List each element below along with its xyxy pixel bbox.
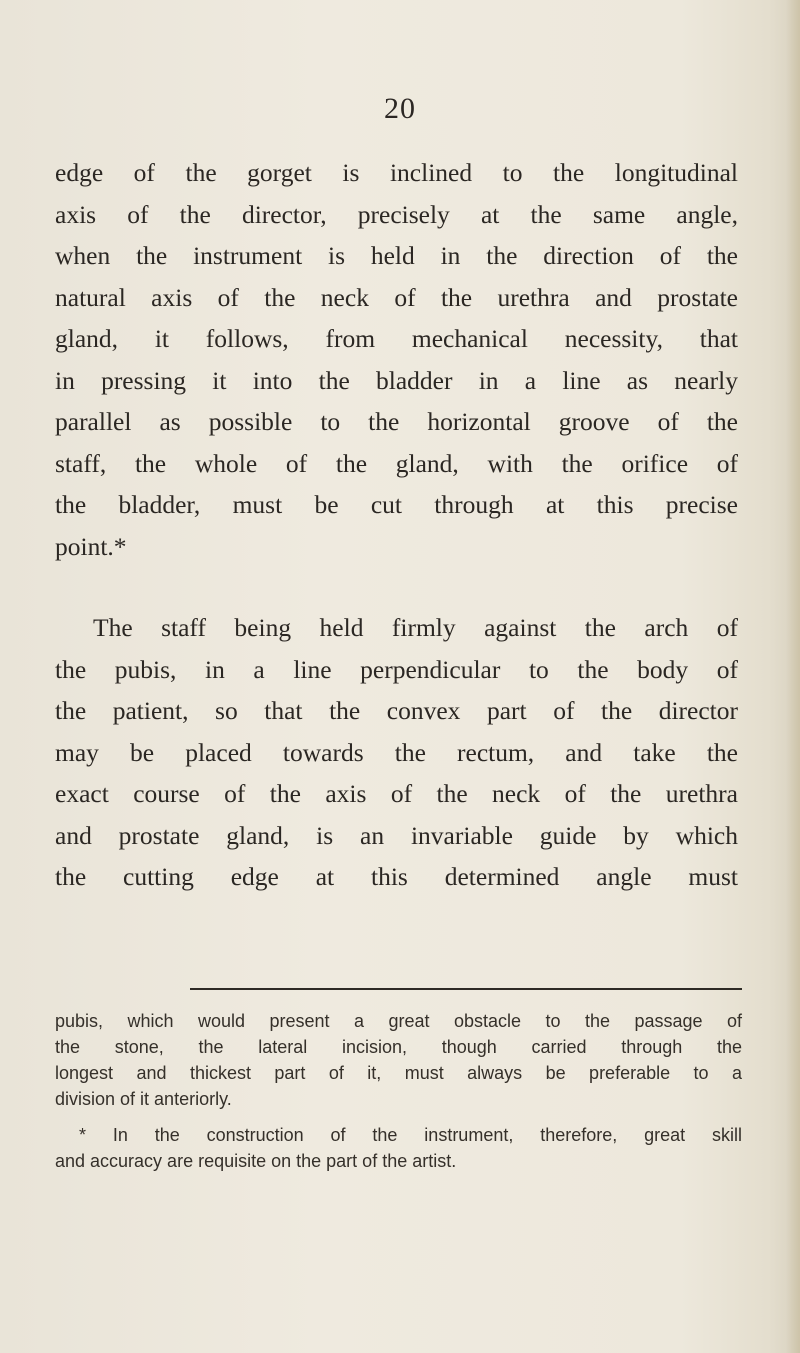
- paragraph-1: [55, 152, 738, 567]
- body-text: [55, 152, 738, 898]
- page-edge-shadow: [786, 0, 800, 1353]
- text-line: the patient, so that the convex part of the director: [55, 696, 738, 725]
- text-line: may be placed towards the rectum, and take the: [55, 737, 738, 767]
- footnotes: [55, 1008, 742, 1174]
- paragraph-2: [55, 607, 738, 898]
- text-line: the bladder, must be cut through at this precise: [55, 490, 738, 519]
- text-line: the cutting edge at this determined angle must: [55, 862, 738, 891]
- text-line: in pressing it into the bladder in a line as nearly: [55, 365, 738, 395]
- text-line: point.*: [55, 531, 127, 561]
- footnote-line: * In the construction of the instrument, therefore, great skill: [79, 1125, 742, 1145]
- footnote-line: division of it anteriorly.: [55, 1089, 232, 1109]
- text-line: when the instrument is held in the direction of the: [55, 241, 738, 270]
- footnote-asterisk: [55, 1122, 742, 1174]
- text-line: gland, it follows, from mechanical necessity, that: [55, 324, 738, 353]
- paragraph-break: [55, 567, 738, 607]
- footnote-continued: [55, 1008, 742, 1112]
- footnote-line: and accuracy are requisite on the part of the artist.: [55, 1151, 457, 1171]
- footnote-line: longest and thickest part of it, must always be preferable to a: [55, 1063, 742, 1083]
- text-line: parallel as possible to the horizontal groove of the: [55, 407, 738, 436]
- text-line: axis of the director, precisely at the same angle,: [55, 199, 738, 229]
- text-line: staff, the whole of the gland, with the orifice of: [55, 448, 738, 478]
- text-line: The staff being held firmly against the arch of: [93, 613, 738, 642]
- text-line: exact course of the axis of the neck of the urethra: [55, 779, 738, 808]
- footnote-line: pubis, which would present a great obstacle to the passage of: [55, 1011, 742, 1031]
- page-number: 20: [384, 92, 416, 125]
- text-line: natural axis of the neck of the urethra and prostate: [55, 282, 738, 312]
- footnote-divider: [190, 988, 742, 990]
- text-line: the pubis, in a line perpendicular to the body of: [55, 654, 738, 684]
- text-line: edge of the gorget is inclined to the longitudinal: [55, 158, 738, 187]
- text-line: and prostate gland, is an invariable guide by which: [55, 820, 738, 850]
- footnote-line: the stone, the lateral incision, though carried through the: [55, 1037, 742, 1057]
- footnote-gap: [55, 1112, 742, 1122]
